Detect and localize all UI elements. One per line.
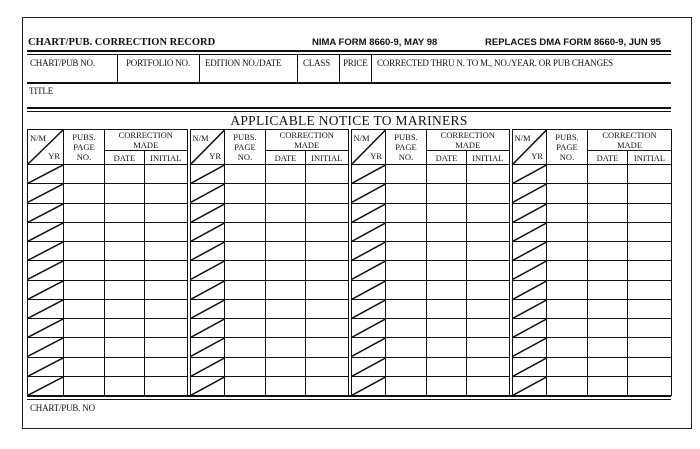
- date-cell[interactable]: [105, 280, 145, 299]
- date-cell[interactable]: [105, 184, 145, 203]
- replaces-form: REPLACES DMA FORM 8660-9, JUN 95: [485, 37, 661, 48]
- date-cell[interactable]: [105, 203, 145, 222]
- fields-row: [27, 55, 671, 84]
- nm-yr-cell[interactable]: [28, 242, 64, 261]
- correction-made-header: [266, 130, 350, 151]
- pubs-page-cell[interactable]: [225, 165, 266, 184]
- pubs-page-cell[interactable]: [547, 203, 588, 222]
- initial-cell[interactable]: [145, 280, 189, 299]
- initial-cell[interactable]: [467, 203, 511, 222]
- yr-label: YR: [531, 151, 543, 161]
- table-row: [28, 299, 672, 318]
- nm-yr-cell[interactable]: [189, 299, 225, 318]
- date-cell[interactable]: [266, 242, 306, 261]
- initial-cell[interactable]: [145, 376, 189, 395]
- nm-yr-cell[interactable]: [189, 357, 225, 376]
- initial-cell[interactable]: [467, 222, 511, 241]
- initial-cell[interactable]: [467, 242, 511, 261]
- nm-yr-cell[interactable]: [28, 357, 64, 376]
- pubs-page-cell[interactable]: [386, 165, 427, 184]
- initial-cell[interactable]: [306, 376, 350, 395]
- divider: [27, 395, 671, 400]
- nm-yr-cell[interactable]: [28, 261, 64, 280]
- date-cell[interactable]: [588, 376, 628, 395]
- initial-cell[interactable]: [306, 280, 350, 299]
- table-row: [28, 357, 672, 376]
- nm-label: N/M: [353, 133, 370, 143]
- pubs-page-no-header: [64, 130, 105, 165]
- date-cell[interactable]: [427, 319, 467, 338]
- correction-label: CORRECTION: [440, 130, 495, 140]
- initial-cell[interactable]: [306, 261, 350, 280]
- pubs-page-cell[interactable]: [64, 376, 105, 395]
- table-row: [28, 261, 672, 280]
- correction-label: CORRECTION: [279, 130, 334, 140]
- initial-cell[interactable]: [306, 165, 350, 184]
- nm-yr-cell[interactable]: [350, 165, 386, 184]
- initial-cell[interactable]: [145, 242, 189, 261]
- pubs-page-cell[interactable]: [386, 357, 427, 376]
- date-cell[interactable]: [427, 280, 467, 299]
- form-number: NIMA FORM 8660-9, MAY 98: [312, 37, 438, 48]
- pubs-page-cell[interactable]: [547, 376, 588, 395]
- pubs-page-cell[interactable]: [225, 357, 266, 376]
- pubs-page-cell[interactable]: [386, 280, 427, 299]
- initial-cell[interactable]: [145, 184, 189, 203]
- table-row: [28, 222, 672, 241]
- initial-cell[interactable]: [628, 338, 672, 357]
- initial-cell[interactable]: [306, 222, 350, 241]
- yr-label: YR: [48, 151, 60, 161]
- pubs-page-cell[interactable]: [547, 338, 588, 357]
- pubs-page-cell[interactable]: [547, 242, 588, 261]
- date-cell[interactable]: [266, 184, 306, 203]
- nm-yr-header: [350, 130, 386, 165]
- correction-made-header: [427, 130, 511, 151]
- initial-header: INITIAL: [467, 151, 511, 165]
- date-cell[interactable]: [427, 299, 467, 318]
- date-cell[interactable]: [105, 338, 145, 357]
- initial-cell[interactable]: [306, 203, 350, 222]
- nm-yr-cell[interactable]: [350, 222, 386, 241]
- pubs-page-cell[interactable]: [64, 165, 105, 184]
- initial-cell[interactable]: [467, 357, 511, 376]
- nm-yr-cell[interactable]: [511, 280, 547, 299]
- date-cell[interactable]: [266, 203, 306, 222]
- nm-yr-cell[interactable]: [511, 319, 547, 338]
- table-row: [28, 165, 672, 184]
- nm-yr-cell[interactable]: [511, 203, 547, 222]
- initial-cell[interactable]: [145, 338, 189, 357]
- pubs-page-cell[interactable]: [225, 261, 266, 280]
- nm-yr-cell[interactable]: [28, 338, 64, 357]
- initial-cell[interactable]: [628, 242, 672, 261]
- pubs-page-cell[interactable]: [547, 222, 588, 241]
- pubs-page-no-label: PUBS. PAGE NO.: [72, 132, 96, 162]
- pubs-page-cell[interactable]: [225, 338, 266, 357]
- chart-pub-no-field[interactable]: CHART/PUB NO.: [27, 55, 118, 82]
- nm-yr-cell[interactable]: [511, 299, 547, 318]
- date-cell[interactable]: [588, 280, 628, 299]
- nm-yr-cell[interactable]: [28, 222, 64, 241]
- date-cell[interactable]: [588, 261, 628, 280]
- nm-yr-cell[interactable]: [511, 222, 547, 241]
- pubs-page-cell[interactable]: [547, 299, 588, 318]
- nm-yr-cell[interactable]: [28, 165, 64, 184]
- date-cell[interactable]: [427, 376, 467, 395]
- initial-cell[interactable]: [628, 280, 672, 299]
- pubs-page-cell[interactable]: [386, 242, 427, 261]
- date-cell[interactable]: [588, 319, 628, 338]
- pubs-page-cell[interactable]: [64, 242, 105, 261]
- initial-cell[interactable]: [306, 184, 350, 203]
- pubs-page-no-header: [225, 130, 266, 165]
- portfolio-no-field[interactable]: PORTFOLIO NO.: [118, 55, 200, 82]
- initial-cell[interactable]: [628, 376, 672, 395]
- initial-cell[interactable]: [628, 203, 672, 222]
- pubs-page-no-label: PUBS. PAGE NO.: [394, 132, 418, 162]
- pubs-page-cell[interactable]: [64, 319, 105, 338]
- initial-cell[interactable]: [306, 319, 350, 338]
- initial-cell[interactable]: [628, 319, 672, 338]
- initial-cell[interactable]: [306, 338, 350, 357]
- pubs-page-cell[interactable]: [64, 261, 105, 280]
- nm-yr-cell[interactable]: [189, 242, 225, 261]
- pubs-page-cell[interactable]: [225, 280, 266, 299]
- yr-label: YR: [209, 151, 221, 161]
- date-cell[interactable]: [105, 319, 145, 338]
- nm-yr-cell[interactable]: [350, 357, 386, 376]
- pubs-page-cell[interactable]: [386, 319, 427, 338]
- pubs-page-cell[interactable]: [225, 242, 266, 261]
- nm-yr-cell[interactable]: [511, 184, 547, 203]
- pubs-page-cell[interactable]: [225, 222, 266, 241]
- table-row: [28, 376, 672, 395]
- date-cell[interactable]: [588, 184, 628, 203]
- nm-yr-cell[interactable]: [350, 184, 386, 203]
- nm-yr-cell[interactable]: [189, 280, 225, 299]
- date-cell[interactable]: [105, 299, 145, 318]
- pubs-page-no-header: [547, 130, 588, 165]
- nm-yr-cell[interactable]: [189, 165, 225, 184]
- form-title: CHART/PUB. CORRECTION RECORD: [28, 37, 216, 48]
- price-field[interactable]: PRICE: [340, 55, 372, 82]
- date-cell[interactable]: [427, 184, 467, 203]
- pubs-page-cell[interactable]: [64, 222, 105, 241]
- notices-table: [27, 129, 671, 396]
- initial-cell[interactable]: [467, 261, 511, 280]
- nm-yr-cell[interactable]: [350, 261, 386, 280]
- nm-label: N/M: [514, 133, 531, 143]
- initial-cell[interactable]: [145, 357, 189, 376]
- initial-cell[interactable]: [306, 242, 350, 261]
- initial-header: INITIAL: [145, 151, 189, 165]
- date-cell[interactable]: [588, 222, 628, 241]
- date-cell[interactable]: [105, 242, 145, 261]
- table-row: [28, 280, 672, 299]
- nm-yr-cell[interactable]: [511, 261, 547, 280]
- date-cell[interactable]: [266, 280, 306, 299]
- footer-chart-pub-no[interactable]: CHART/PUB. NO: [30, 403, 95, 413]
- pubs-page-cell[interactable]: [547, 261, 588, 280]
- pubs-page-cell[interactable]: [64, 184, 105, 203]
- initial-cell[interactable]: [467, 376, 511, 395]
- nm-yr-cell[interactable]: [189, 184, 225, 203]
- nm-label: N/M: [192, 133, 209, 143]
- initial-cell[interactable]: [628, 357, 672, 376]
- pubs-page-cell[interactable]: [386, 338, 427, 357]
- date-cell[interactable]: [266, 319, 306, 338]
- nm-yr-cell[interactable]: [350, 203, 386, 222]
- table-row: [28, 319, 672, 338]
- corrected-thru-field[interactable]: CORRECTED THRU N. TO M., NO./YEAR. OR PUB CHANGES: [377, 58, 613, 68]
- date-cell[interactable]: [105, 357, 145, 376]
- pubs-page-cell[interactable]: [386, 261, 427, 280]
- date-cell[interactable]: [588, 338, 628, 357]
- nm-yr-cell[interactable]: [511, 376, 547, 395]
- initial-cell[interactable]: [628, 261, 672, 280]
- initial-cell[interactable]: [628, 184, 672, 203]
- nm-yr-cell[interactable]: [28, 184, 64, 203]
- pubs-page-cell[interactable]: [64, 338, 105, 357]
- nm-yr-cell[interactable]: [350, 319, 386, 338]
- pubs-page-cell[interactable]: [64, 357, 105, 376]
- nm-yr-cell[interactable]: [350, 338, 386, 357]
- date-cell[interactable]: [427, 242, 467, 261]
- date-cell[interactable]: [266, 338, 306, 357]
- nm-yr-cell[interactable]: [28, 299, 64, 318]
- nm-yr-cell[interactable]: [189, 203, 225, 222]
- pubs-page-cell[interactable]: [386, 376, 427, 395]
- pubs-page-cell[interactable]: [225, 376, 266, 395]
- initial-header: INITIAL: [628, 151, 672, 165]
- correction-label: CORRECTION: [602, 130, 657, 140]
- pubs-page-cell[interactable]: [547, 280, 588, 299]
- initial-cell[interactable]: [467, 280, 511, 299]
- date-header: DATE: [588, 151, 628, 165]
- date-cell[interactable]: [266, 222, 306, 241]
- initial-cell[interactable]: [145, 319, 189, 338]
- made-label: MADE: [616, 140, 643, 150]
- initial-cell[interactable]: [628, 165, 672, 184]
- date-cell[interactable]: [266, 376, 306, 395]
- date-cell[interactable]: [266, 299, 306, 318]
- pubs-page-no-header: [386, 130, 427, 165]
- initial-cell[interactable]: [467, 165, 511, 184]
- nm-yr-cell[interactable]: [350, 242, 386, 261]
- date-cell[interactable]: [588, 242, 628, 261]
- pubs-page-cell[interactable]: [386, 222, 427, 241]
- initial-cell[interactable]: [628, 299, 672, 318]
- made-label: MADE: [294, 140, 320, 150]
- yr-label: YR: [370, 151, 382, 161]
- nm-yr-cell[interactable]: [350, 376, 386, 395]
- nm-yr-cell[interactable]: [189, 376, 225, 395]
- nm-yr-cell[interactable]: [350, 280, 386, 299]
- nm-yr-cell[interactable]: [511, 165, 547, 184]
- nm-yr-cell[interactable]: [28, 319, 64, 338]
- initial-cell[interactable]: [628, 222, 672, 241]
- date-cell[interactable]: [105, 165, 145, 184]
- nm-yr-cell[interactable]: [350, 299, 386, 318]
- date-cell[interactable]: [588, 299, 628, 318]
- nm-yr-cell[interactable]: [511, 242, 547, 261]
- date-cell[interactable]: [427, 165, 467, 184]
- made-label: MADE: [455, 140, 481, 150]
- date-cell[interactable]: [427, 222, 467, 241]
- initial-cell[interactable]: [145, 299, 189, 318]
- nm-yr-cell[interactable]: [28, 376, 64, 395]
- nm-yr-cell[interactable]: [189, 222, 225, 241]
- initial-cell[interactable]: [467, 319, 511, 338]
- notices-heading: APPLICABLE NOTICE TO MARINERS: [230, 113, 468, 128]
- pubs-page-cell[interactable]: [64, 299, 105, 318]
- date-cell[interactable]: [588, 165, 628, 184]
- date-header: DATE: [105, 151, 145, 165]
- date-cell[interactable]: [427, 261, 467, 280]
- pubs-page-cell[interactable]: [386, 203, 427, 222]
- initial-cell[interactable]: [145, 203, 189, 222]
- pubs-page-cell[interactable]: [225, 203, 266, 222]
- date-cell[interactable]: [266, 165, 306, 184]
- initial-cell[interactable]: [306, 357, 350, 376]
- table-row: [28, 184, 672, 203]
- date-header: DATE: [427, 151, 467, 165]
- pubs-page-cell[interactable]: [547, 165, 588, 184]
- nm-yr-header: [28, 130, 64, 165]
- made-label: MADE: [133, 140, 159, 150]
- correction-label: CORRECTION: [118, 130, 173, 140]
- nm-yr-cell[interactable]: [189, 338, 225, 357]
- initial-header: INITIAL: [306, 151, 350, 165]
- pubs-page-cell[interactable]: [547, 184, 588, 203]
- pubs-page-cell[interactable]: [225, 319, 266, 338]
- date-cell[interactable]: [588, 203, 628, 222]
- initial-cell[interactable]: [306, 299, 350, 318]
- initial-cell[interactable]: [467, 338, 511, 357]
- pubs-page-cell[interactable]: [386, 299, 427, 318]
- pubs-page-cell[interactable]: [547, 319, 588, 338]
- pubs-page-cell[interactable]: [64, 203, 105, 222]
- initial-cell[interactable]: [145, 261, 189, 280]
- pubs-page-cell[interactable]: [64, 280, 105, 299]
- nm-yr-cell[interactable]: [189, 319, 225, 338]
- initial-cell[interactable]: [145, 165, 189, 184]
- edition-no-date-field[interactable]: EDITION NO./DATE: [200, 55, 298, 82]
- class-field[interactable]: CLASS: [298, 55, 340, 82]
- date-header: DATE: [266, 151, 306, 165]
- nm-yr-cell[interactable]: [28, 280, 64, 299]
- date-cell[interactable]: [105, 376, 145, 395]
- nm-yr-cell[interactable]: [28, 203, 64, 222]
- date-cell[interactable]: [266, 357, 306, 376]
- pubs-page-cell[interactable]: [225, 299, 266, 318]
- date-cell[interactable]: [105, 261, 145, 280]
- nm-yr-header: [189, 130, 225, 165]
- pubs-page-cell[interactable]: [547, 357, 588, 376]
- table-row: [28, 203, 672, 222]
- correction-made-header: [588, 130, 672, 151]
- nm-yr-cell[interactable]: [511, 357, 547, 376]
- date-cell[interactable]: [427, 357, 467, 376]
- date-cell[interactable]: [105, 222, 145, 241]
- table-row: [28, 242, 672, 261]
- correction-made-header: [105, 130, 189, 151]
- initial-cell[interactable]: [467, 299, 511, 318]
- title-field[interactable]: TITLE: [29, 86, 53, 96]
- pubs-page-cell[interactable]: [386, 184, 427, 203]
- table-row: [28, 338, 672, 357]
- nm-label: N/M: [30, 133, 47, 143]
- pubs-page-no-label: PUBS. PAGE NO.: [555, 132, 579, 162]
- initial-cell[interactable]: [467, 184, 511, 203]
- nm-yr-cell[interactable]: [189, 261, 225, 280]
- nm-yr-cell[interactable]: [511, 338, 547, 357]
- date-cell[interactable]: [427, 338, 467, 357]
- date-cell[interactable]: [588, 357, 628, 376]
- divider: [27, 107, 671, 112]
- pubs-page-cell[interactable]: [225, 184, 266, 203]
- initial-cell[interactable]: [145, 222, 189, 241]
- date-cell[interactable]: [427, 203, 467, 222]
- date-cell[interactable]: [266, 261, 306, 280]
- nm-yr-header: [511, 130, 547, 165]
- pubs-page-no-label: PUBS. PAGE NO.: [233, 132, 257, 162]
